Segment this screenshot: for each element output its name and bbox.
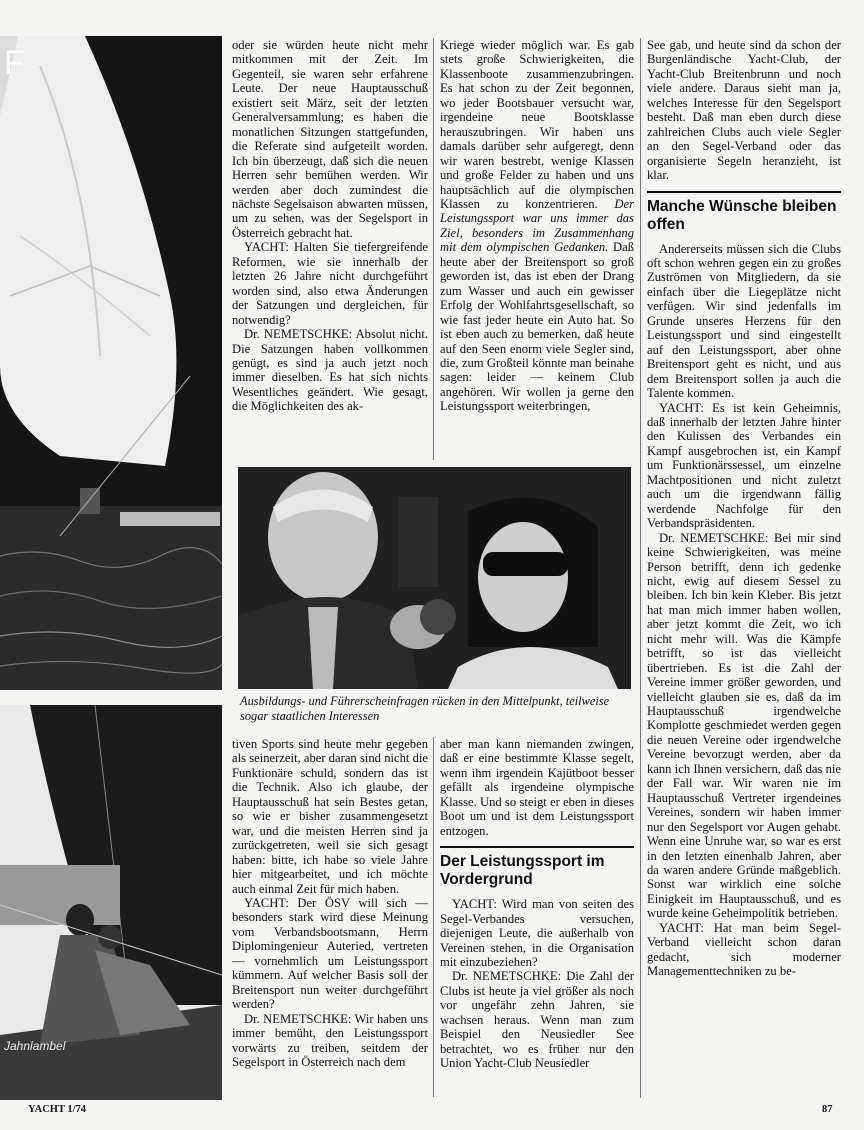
paragraph: tiven Sports sind heute mehr gegeben als seinerzeit, aber daran sind nicht die Funktionäre schuld, sondern das ist die Technik. Also ich glaube, der Hauptausschuß hat sein Bestes getan, so wie er bisher zusammengesetzt war, und die meisten Herren sind ja zurückgetreten, weil sie sich gesagt haben: bitte, ich habe so viele Jahre hier mitgearbeitet, und ich möchte auch einmal Zeit für mich haben. [232,737,428,896]
people-photo [238,467,631,689]
paragraph: YACHT: Der ÖSV will sich — besonders stark wird diese Meinung vom Verbandsbootsmann, Herrn Diplomingenieur Auteried, vertreten — vornehmlich um Leistungssport kümmern. Auf welcher Basis soll der Breitensport nun weiter durchgeführt werden? [232,895,428,1012]
column-separator-1 [433,38,434,460]
column-2-top [440,38,634,414]
sail-photo-top-graphic [0,36,222,690]
paragraph: Andererseits müssen sich die Clubs oft schon wehren gegen ein zu großes Zuströmen von Mitgliedern, da sie einfach über die Liegeplätze nicht verfügen. Wir sind jedenfalls im Grunde unseres Herzens für den Leistungssport und sind eingestellt auf den Leistungssport, aber ohne Breitensport geht es nicht, und aus dem Breitensport sollen ja auch die Talente kommen. [647,241,841,401]
column-2-bottom [440,737,634,1071]
paragraph: Dr. NEMETSCHKE: Die Zahl der Clubs ist heute ja viel größer als noch vor ungefähr zehn Jahren, sie wachsen heraus. Wenn man zum Beispiel den Neusiedler See betrachtet, wo es früher nur den Union Yacht-Club Neusiedler [440,969,634,1071]
column-1-bottom [232,737,428,1069]
paragraph: Dr. NEMETSCHKE: Absolut nicht. Die Satzungen haben vollkommen genügt, es sind ja auch jetzt noch immer dieselben. Es hat sich nichts Wesentliches geändert. Wie gesagt, die Möglichkeiten des ak- [232,327,428,414]
section-heading: Manche Wünsche bleiben offen [647,191,841,234]
footer-issue: YACHT 1/74 [28,1104,87,1115]
column-4 [647,38,841,979]
paragraph: YACHT: Wird man von seiten des Segel-Verbandes versuchen, diejenigen Leute, die außerhalb von Vereinen stehen, in die Organisation mit einzubeziehen? [440,897,634,969]
paragraph: Dr. NEMETSCHKE: Bei mir sind keine Schwierigkeiten, was meine Person betrifft, denn ich gedenke nicht, ewig auf diesem Sessel zu bleiben. Ich bin kein Kleber. Bis jetzt hat man mich immer haben wollen, aber jetzt kommt die Zeit, wo ich nicht mehr will. Was die Kämpfe betrifft, so ist das vielleicht übertrieben. Es ist die Zahl der Vereine immer größer geworden, und vielleicht glauben sie es, daß da im Hauptausschuß irgendwelche Komplotte geschmiedet werden gegen die neuen Vereine oder irgendwelche Vereine bevorzugt werden, aber da kann ich Ihnen versichern, daß das nie der Fall war. Wir waren nie im Hauptausschuß Vertreter irgendeines Vereines, sondern wir haben immer nur den Segelsport vor Augen gehabt. Wenn eine Unruhe war, so war es erst in den letzten einenhalb Jahren, aber da waren andere Gründe maßgeblich. Sonst war wirklich eine solche Einigkeit im Hauptausschuß, und es wurde keine Geheimpolitik betrieben. [647,530,841,921]
photo-letter: F [4,44,25,82]
paragraph: Dr. NEMETSCHKE: Wir haben uns immer bemüht, den Leistungssport vorwärts zu treiben, seitdem der Segelsport in Österreich nach dem [232,1011,428,1069]
text-segment: Kriege wieder möglich war. Es gab stets große Schwierigkeiten, die Klassenboote zusammenzubringen. Es hat schon zu der Zeit begonnen, wo jeder Bootsbauer versucht war, irgendeine neue Bootsklasse herauszubringen. Wir haben uns damals darüber sehr aufgeregt, denn wir waren bestrebt, wenige Klassen und große Felder zu haben und uns hauptsächlich auf die olympischen Klassen zu konzentrieren. [440,38,634,211]
column-separator-3 [640,38,641,1098]
paragraph: See gab, und heute sind da schon der Burgenländische Yacht-Club, der Yacht-Club Breitenbrunn und noch viele andere. Daraus sieht man ja, welches Interesse für den Segelsport besteht. Daß man eben durch diese zahlreichen Clubs auch viele Segler an den Segel-Verband oder das organisierte Segeln heranzieht, ist klar. [647,38,841,183]
sail-photo-top [0,36,222,690]
photo-caption: Ausbildungs- und Führerscheinfragen rücken in den Mittelpunkt, teilweise sogar staatlichen Interessen [240,694,610,723]
paragraph: YACHT: Halten Sie tiefergreifende Reformen, wie sie innerhalb der letzten 26 Jahre nicht durchgeführt worden sind, also etwa Änderungen der Satzungen und dergleichen, für notwendig? [232,240,428,327]
sail-photo-bottom [0,705,222,1100]
people-photo-graphic [238,467,631,689]
paragraph [440,38,634,414]
paragraph: oder sie würden heute nicht mehr mitkommen mit der Zeit. Im Gegenteil, sie waren sehr erfahrene Leute. Der neue Hauptausschuß existiert seit März, seit der letzten Generalversammlung; es haben die monatlichen Sitzungen stattgefunden, die Referate sind aufgeteilt worden. Ich bin überzeugt, daß sich die neuen Herren sehr bemühen werden. Wir werden aber doch zumindest die nächste Segelsaison abwarten müssen, um zu sehen, was der Segelsport in Österreich gebracht hat. [232,38,428,240]
page-number: 87 [822,1104,833,1115]
column-1-top [232,38,428,414]
column-separator-2 [433,737,434,1097]
section-heading: Der Leistungssport im Vordergrund [440,846,634,889]
boat-name-label: Jahnlambel [4,1039,66,1053]
paragraph: YACHT: Hat man beim Segel-Verband vielleicht schon daran gedacht, sich moderner Managementtechniken zu be- [647,920,841,979]
italic-quote: Der Leistungssport war uns immer das Ziel, besonders im Zusammenhang mit dem olympischen Gedanken. [440,196,635,255]
text-segment: Daß heute aber der Breitensport so groß geworden ist, das ist eben der Drang zum Wasser und auch ein gewisser Erfolg der Wohlfahrtsgesellschaft, so wie fast jeder heute ein Auto hat. So ist eben auch zu bemerken, daß heute auf den Seen enorm viele Segler sind, die, zum Großteil könnte man beinahe sagen: leider — keinem Club angehören. Wir wollen ja gerne den Leistungssport weiterbringen, [440,240,634,414]
paragraph: YACHT: Es ist kein Geheimnis, daß innerhalb der letzten Jahre hinter den Kulissen des Verbandes ein Kampf ausgebrochen ist, ein Kampf um Funktionärssessel, um einzelne Machtpositionen und nicht zuletzt auch um die irgendwann fällig werdende Nachfolge für den Verbandspräsidenten. [647,400,841,531]
paragraph: aber man kann niemanden zwingen, daß er eine bestimmte Klasse segelt, wenn ihm irgendein Kajütboot besser gefällt als irgendeine olympische Klasse. Und so steigt er eben in dieses Boot um und ist dem Leistungssport entzogen. [440,737,634,838]
